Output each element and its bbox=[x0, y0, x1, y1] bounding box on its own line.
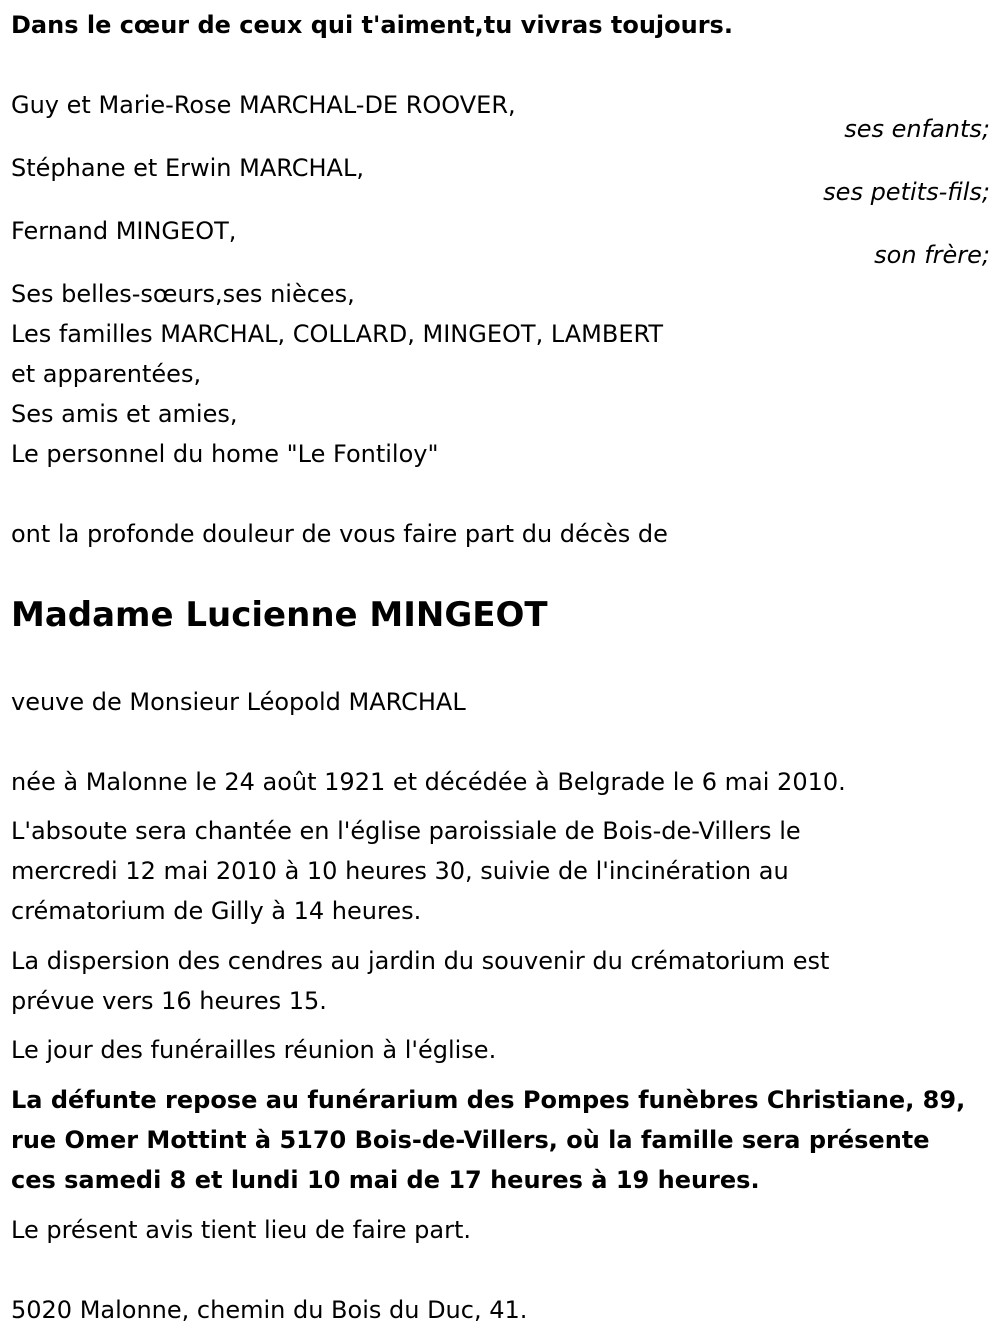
widow-of: veuve de Monsieur Léopold MARCHAL bbox=[11, 688, 466, 716]
dispersion-line: La dispersion des cendres au jardin du souvenir du crématorium est bbox=[11, 947, 830, 975]
others-line: Ses belles-sœurs,ses nièces, bbox=[11, 280, 355, 308]
address: 5020 Malonne, chemin du Bois du Duc, 41. bbox=[11, 1296, 528, 1324]
ceremony-line: crématorium de Gilly à 14 heures. bbox=[11, 897, 422, 925]
reunion: Le jour des funérailles réunion à l'église. bbox=[11, 1036, 497, 1064]
ceremony-line: L'absoute sera chantée en l'église paroissiale de Bois-de-Villers le bbox=[11, 817, 801, 845]
ceremony-line: mercredi 12 mai 2010 à 10 heures 30, suivie de l'incinération au bbox=[11, 857, 789, 885]
others-line: Le personnel du home "Le Fontiloy" bbox=[11, 440, 439, 468]
deceased-name: Madame Lucienne MINGEOT bbox=[11, 595, 548, 635]
repose-line: rue Omer Mottint à 5170 Bois-de-Villers, où la famille sera présente bbox=[11, 1126, 930, 1154]
family-relation-grandsons: ses petits-fils; bbox=[823, 178, 990, 206]
family-name-grandsons: Stéphane et Erwin MARCHAL, bbox=[11, 154, 364, 182]
family-relation-children: ses enfants; bbox=[844, 115, 990, 143]
dispersion-line: prévue vers 16 heures 15. bbox=[11, 987, 327, 1015]
others-line: Les familles MARCHAL, COLLARD, MINGEOT, LAMBERT bbox=[11, 320, 664, 348]
announcement: ont la profonde douleur de vous faire part du décès de bbox=[11, 520, 668, 548]
others-line: et apparentées, bbox=[11, 360, 202, 388]
family-name-brother: Fernand MINGEOT, bbox=[11, 217, 237, 245]
family-relation-brother: son frère; bbox=[874, 241, 990, 269]
family-name-children: Guy et Marie-Rose MARCHAL-DE ROOVER, bbox=[11, 91, 516, 119]
repose-line: La défunte repose au funérarium des Pompes funèbres Christiane, 89, bbox=[11, 1086, 966, 1114]
notice: Le présent avis tient lieu de faire part. bbox=[11, 1216, 471, 1244]
others-line: Ses amis et amies, bbox=[11, 400, 238, 428]
repose-line: ces samedi 8 et lundi 10 mai de 17 heures à 19 heures. bbox=[11, 1166, 760, 1194]
epigraph: Dans le cœur de ceux qui t'aiment,tu vivras toujours. bbox=[11, 11, 733, 39]
birth-death: née à Malonne le 24 août 1921 et décédée à Belgrade le 6 mai 2010. bbox=[11, 768, 846, 796]
